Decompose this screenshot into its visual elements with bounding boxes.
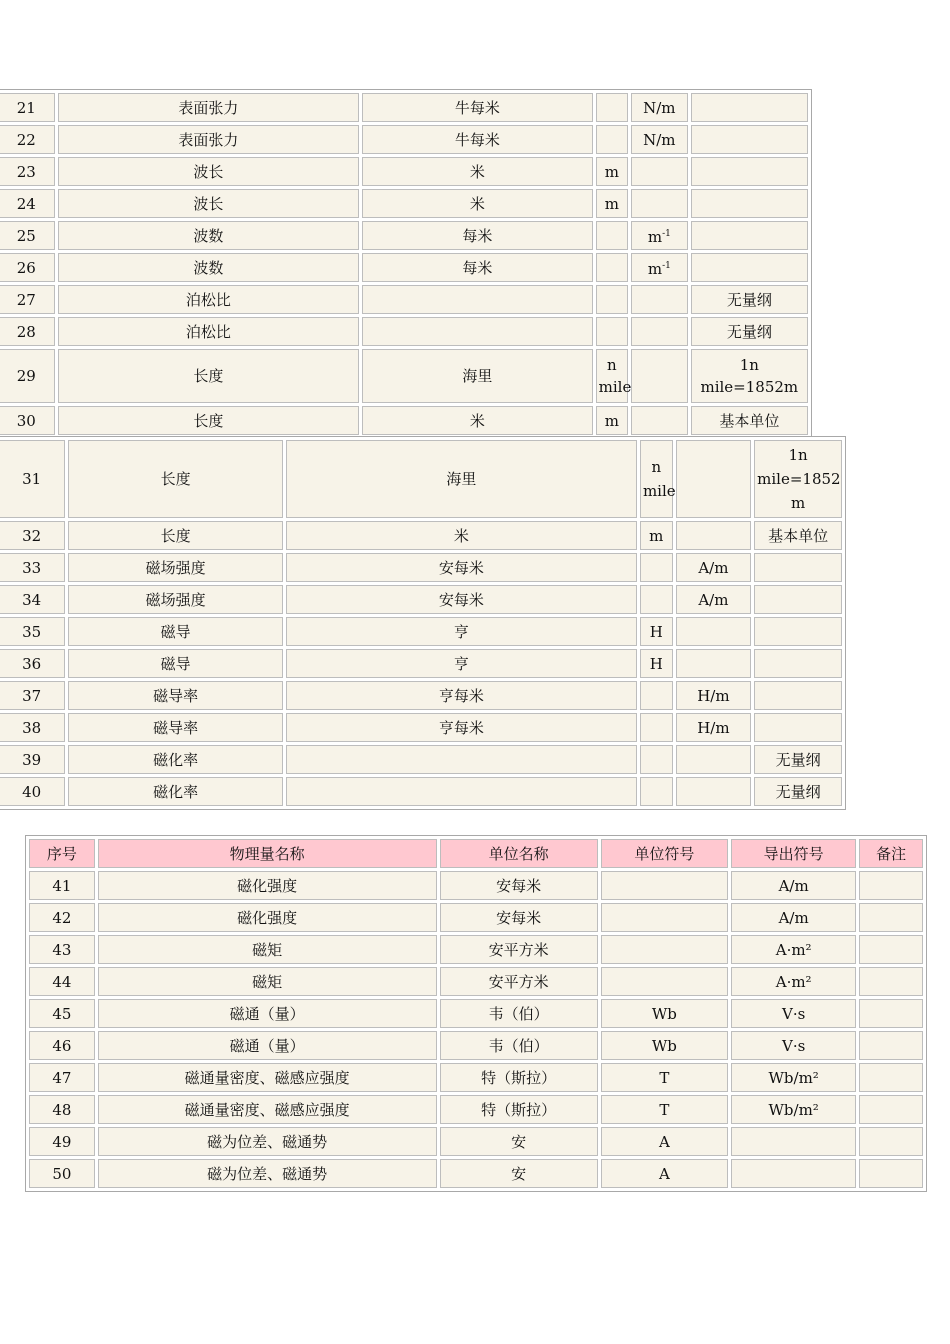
quantity-name-cell: 波长 xyxy=(58,157,359,186)
table-row xyxy=(0,553,842,582)
unit-name-cell xyxy=(362,285,593,314)
units-table-part-2 xyxy=(0,436,846,810)
serial-number-cell: 27 xyxy=(0,285,55,314)
column-header-serial-number: 序号 xyxy=(29,839,95,868)
table-row xyxy=(29,1063,923,1092)
quantity-name-cell: 磁场强度 xyxy=(68,585,282,614)
serial-number-cell: 46 xyxy=(29,1031,95,1060)
quantity-name-cell: 长度 xyxy=(58,349,359,403)
remarks-cell xyxy=(859,967,923,996)
unit-symbol-cell xyxy=(640,713,673,742)
derived-symbol-cell: Wb/m² xyxy=(731,1095,856,1124)
unit-symbol-cell xyxy=(596,93,628,122)
quantity-name-cell: 长度 xyxy=(68,440,282,518)
serial-number-cell: 49 xyxy=(29,1127,95,1156)
table-row xyxy=(0,681,842,710)
derived-symbol-cell: N/m xyxy=(631,93,688,122)
quantity-name-cell: 磁化强度 xyxy=(98,903,437,932)
quantity-name-cell: 磁导率 xyxy=(68,713,282,742)
quantity-name-cell: 长度 xyxy=(58,406,359,435)
quantity-name-cell: 磁化率 xyxy=(68,745,282,774)
table-row xyxy=(29,935,923,964)
quantity-name-cell: 泊松比 xyxy=(58,317,359,346)
unit-name-cell: 每米 xyxy=(362,221,593,250)
table-row xyxy=(0,585,842,614)
derived-symbol-cell: A·m² xyxy=(731,935,856,964)
serial-number-cell: 25 xyxy=(0,221,55,250)
serial-number-cell: 28 xyxy=(0,317,55,346)
remarks-cell xyxy=(754,617,842,646)
serial-number-cell: 24 xyxy=(0,189,55,218)
remarks-cell: 基本单位 xyxy=(754,521,842,550)
quantity-name-cell: 泊松比 xyxy=(58,285,359,314)
derived-symbol-cell xyxy=(676,521,752,550)
column-header-quantity-name: 物理量名称 xyxy=(98,839,437,868)
remarks-cell xyxy=(691,221,808,250)
units-table-part-1 xyxy=(0,89,812,439)
derived-symbol-cell: H/m xyxy=(676,681,752,710)
remarks-cell: 1n mile=1852 m xyxy=(754,440,842,518)
unit-symbol-cell xyxy=(601,967,728,996)
table-row xyxy=(0,93,808,122)
table-row xyxy=(0,253,808,282)
quantity-name-cell: 长度 xyxy=(68,521,282,550)
remarks-cell xyxy=(859,1159,923,1188)
remarks-cell xyxy=(754,585,842,614)
table-row xyxy=(0,440,842,518)
table-row xyxy=(0,777,842,806)
quantity-name-cell: 磁化率 xyxy=(68,777,282,806)
serial-number-cell: 39 xyxy=(0,745,65,774)
serial-number-cell: 29 xyxy=(0,349,55,403)
derived-symbol-cell: A/m xyxy=(731,871,856,900)
derived-symbol-cell xyxy=(631,349,688,403)
table-row xyxy=(29,1159,923,1188)
unit-symbol-cell xyxy=(640,745,673,774)
remarks-cell xyxy=(859,903,923,932)
table-row xyxy=(29,1127,923,1156)
serial-number-cell: 36 xyxy=(0,649,65,678)
derived-symbol-cell: Wb/m² xyxy=(731,1063,856,1092)
serial-number-cell: 38 xyxy=(0,713,65,742)
unit-name-cell: 安每米 xyxy=(440,871,598,900)
unit-name-cell xyxy=(286,777,637,806)
unit-name-cell: 特（斯拉） xyxy=(440,1095,598,1124)
unit-symbol-cell: T xyxy=(601,1063,728,1092)
derived-symbol-cell: V·s xyxy=(731,1031,856,1060)
serial-number-cell: 50 xyxy=(29,1159,95,1188)
unit-symbol-cell: m xyxy=(596,189,628,218)
table-row xyxy=(0,521,842,550)
quantity-name-cell: 磁通量密度、磁感应强度 xyxy=(98,1063,437,1092)
serial-number-cell: 23 xyxy=(0,157,55,186)
table-row xyxy=(0,221,808,250)
column-header-unit-name: 单位名称 xyxy=(440,839,598,868)
serial-number-cell: 41 xyxy=(29,871,95,900)
column-header-derived-symbol: 导出符号 xyxy=(731,839,856,868)
unit-symbol-cell xyxy=(640,585,673,614)
serial-number-cell: 42 xyxy=(29,903,95,932)
unit-symbol-cell xyxy=(640,553,673,582)
derived-symbol-cell xyxy=(731,1159,856,1188)
derived-symbol-cell xyxy=(676,745,752,774)
derived-symbol-cell: H/m xyxy=(676,713,752,742)
serial-number-cell: 48 xyxy=(29,1095,95,1124)
remarks-cell xyxy=(859,1127,923,1156)
unit-symbol-cell xyxy=(596,317,628,346)
quantity-name-cell: 磁化强度 xyxy=(98,871,437,900)
units-table-part-3 xyxy=(25,835,927,1192)
serial-number-cell: 30 xyxy=(0,406,55,435)
unit-name-cell: 海里 xyxy=(286,440,637,518)
derived-symbol-cell: $m^{-1}$ xyxy=(631,221,688,250)
table-row xyxy=(29,1031,923,1060)
unit-name-cell: 每米 xyxy=(362,253,593,282)
table-row xyxy=(29,999,923,1028)
quantity-name-cell: 磁通（量） xyxy=(98,1031,437,1060)
serial-number-cell: 43 xyxy=(29,935,95,964)
unit-symbol-cell xyxy=(601,903,728,932)
remarks-cell xyxy=(754,553,842,582)
serial-number-cell: 33 xyxy=(0,553,65,582)
unit-name-cell xyxy=(286,745,637,774)
remarks-cell: 无量纲 xyxy=(754,745,842,774)
table-row xyxy=(0,157,808,186)
unit-name-cell: 亨每米 xyxy=(286,681,637,710)
serial-number-cell: 34 xyxy=(0,585,65,614)
quantity-name-cell: 波数 xyxy=(58,221,359,250)
derived-symbol-cell xyxy=(676,617,752,646)
unit-symbol-cell xyxy=(601,871,728,900)
unit-name-cell: 安平方米 xyxy=(440,935,598,964)
unit-name-cell: 牛每米 xyxy=(362,93,593,122)
table-row xyxy=(29,1095,923,1124)
derived-symbol-cell xyxy=(631,317,688,346)
unit-symbol-cell: m xyxy=(596,157,628,186)
table-row xyxy=(29,903,923,932)
unit-name-cell: 安每米 xyxy=(440,903,598,932)
derived-symbol-cell: N/m xyxy=(631,125,688,154)
unit-name-cell: 韦（伯） xyxy=(440,1031,598,1060)
remarks-cell xyxy=(754,713,842,742)
unit-name-cell: 海里 xyxy=(362,349,593,403)
remarks-cell: 基本单位 xyxy=(691,406,808,435)
unit-name-cell: 安每米 xyxy=(286,553,637,582)
derived-symbol-cell: A·m² xyxy=(731,967,856,996)
table-row xyxy=(0,406,808,435)
remarks-cell xyxy=(859,999,923,1028)
unit-name-cell: 韦（伯） xyxy=(440,999,598,1028)
serial-number-cell: 31 xyxy=(0,440,65,518)
remarks-cell xyxy=(691,125,808,154)
derived-symbol-cell: A/m xyxy=(676,553,752,582)
quantity-name-cell: 磁导率 xyxy=(68,681,282,710)
unit-name-cell: 亨 xyxy=(286,617,637,646)
quantity-name-cell: 磁矩 xyxy=(98,967,437,996)
table-row xyxy=(0,189,808,218)
derived-symbol-cell xyxy=(676,777,752,806)
serial-number-cell: 45 xyxy=(29,999,95,1028)
quantity-name-cell: 磁导 xyxy=(68,617,282,646)
derived-symbol-cell: $m^{-1}$ xyxy=(631,253,688,282)
derived-symbol-cell: A/m xyxy=(676,585,752,614)
unit-name-cell: 安 xyxy=(440,1159,598,1188)
unit-symbol-cell: m xyxy=(640,521,673,550)
unit-symbol-cell: H xyxy=(640,617,673,646)
unit-symbol-cell: H xyxy=(640,649,673,678)
table-row xyxy=(0,649,842,678)
serial-number-cell: 47 xyxy=(29,1063,95,1092)
table-row xyxy=(29,967,923,996)
remarks-cell: 无量纲 xyxy=(691,317,808,346)
unit-symbol-cell xyxy=(640,777,673,806)
derived-symbol-cell xyxy=(676,649,752,678)
quantity-name-cell: 磁为位差、磁通势 xyxy=(98,1159,437,1188)
unit-name-cell: 米 xyxy=(362,157,593,186)
serial-number-cell: 32 xyxy=(0,521,65,550)
unit-name-cell: 牛每米 xyxy=(362,125,593,154)
unit-name-cell: 安 xyxy=(440,1127,598,1156)
table-row xyxy=(29,871,923,900)
derived-symbol-cell xyxy=(631,157,688,186)
unit-symbol-cell xyxy=(596,221,628,250)
serial-number-cell: 37 xyxy=(0,681,65,710)
remarks-cell xyxy=(691,157,808,186)
table-row xyxy=(0,349,808,403)
unit-name-cell: 特（斯拉） xyxy=(440,1063,598,1092)
remarks-cell xyxy=(859,1063,923,1092)
table-row xyxy=(0,617,842,646)
unit-name-cell: 米 xyxy=(362,189,593,218)
quantity-name-cell: 波长 xyxy=(58,189,359,218)
unit-symbol-cell: Wb xyxy=(601,999,728,1028)
remarks-cell xyxy=(859,871,923,900)
quantity-name-cell: 磁场强度 xyxy=(68,553,282,582)
unit-symbol-cell xyxy=(596,253,628,282)
unit-symbol-cell: n mile xyxy=(596,349,628,403)
remarks-cell xyxy=(691,253,808,282)
unit-name-cell: 安平方米 xyxy=(440,967,598,996)
quantity-name-cell: 磁通量密度、磁感应强度 xyxy=(98,1095,437,1124)
remarks-cell: 无量纲 xyxy=(691,285,808,314)
remarks-cell xyxy=(859,1031,923,1060)
table-row xyxy=(0,317,808,346)
table-row xyxy=(0,125,808,154)
remarks-cell: 1n mile=1852m xyxy=(691,349,808,403)
serial-number-cell: 21 xyxy=(0,93,55,122)
serial-number-cell: 22 xyxy=(0,125,55,154)
derived-symbol-cell xyxy=(631,406,688,435)
remarks-cell xyxy=(691,93,808,122)
quantity-name-cell: 表面张力 xyxy=(58,125,359,154)
unit-symbol-cell: A xyxy=(601,1127,728,1156)
quantity-name-cell: 磁导 xyxy=(68,649,282,678)
quantity-name-cell: 磁为位差、磁通势 xyxy=(98,1127,437,1156)
unit-name-cell: 米 xyxy=(362,406,593,435)
table-row xyxy=(0,745,842,774)
unit-symbol-cell: T xyxy=(601,1095,728,1124)
serial-number-cell: 40 xyxy=(0,777,65,806)
unit-name-cell: 亨 xyxy=(286,649,637,678)
quantity-name-cell: 表面张力 xyxy=(58,93,359,122)
unit-name-cell xyxy=(362,317,593,346)
unit-symbol-cell xyxy=(596,125,628,154)
serial-number-cell: 26 xyxy=(0,253,55,282)
unit-symbol-cell: m xyxy=(596,406,628,435)
table-row xyxy=(0,713,842,742)
unit-name-cell: 安每米 xyxy=(286,585,637,614)
derived-symbol-cell: A/m xyxy=(731,903,856,932)
remarks-cell xyxy=(754,649,842,678)
column-header-unit-symbol: 单位符号 xyxy=(601,839,728,868)
remarks-cell xyxy=(691,189,808,218)
derived-symbol-cell xyxy=(631,285,688,314)
unit-symbol-cell xyxy=(601,935,728,964)
unit-symbol-cell: n mile xyxy=(640,440,673,518)
derived-symbol-cell xyxy=(731,1127,856,1156)
header-row xyxy=(29,839,923,868)
derived-symbol-cell: V·s xyxy=(731,999,856,1028)
quantity-name-cell: 波数 xyxy=(58,253,359,282)
remarks-cell xyxy=(754,681,842,710)
unit-symbol-cell xyxy=(640,681,673,710)
derived-symbol-cell xyxy=(631,189,688,218)
remarks-cell xyxy=(859,1095,923,1124)
unit-name-cell: 亨每米 xyxy=(286,713,637,742)
serial-number-cell: 44 xyxy=(29,967,95,996)
remarks-cell: 无量纲 xyxy=(754,777,842,806)
table-row xyxy=(0,285,808,314)
unit-name-cell: 米 xyxy=(286,521,637,550)
column-header-remarks: 备注 xyxy=(859,839,923,868)
quantity-name-cell: 磁矩 xyxy=(98,935,437,964)
unit-symbol-cell: Wb xyxy=(601,1031,728,1060)
unit-symbol-cell xyxy=(596,285,628,314)
remarks-cell xyxy=(859,935,923,964)
serial-number-cell: 35 xyxy=(0,617,65,646)
unit-symbol-cell: A xyxy=(601,1159,728,1188)
quantity-name-cell: 磁通（量） xyxy=(98,999,437,1028)
derived-symbol-cell xyxy=(676,440,752,518)
